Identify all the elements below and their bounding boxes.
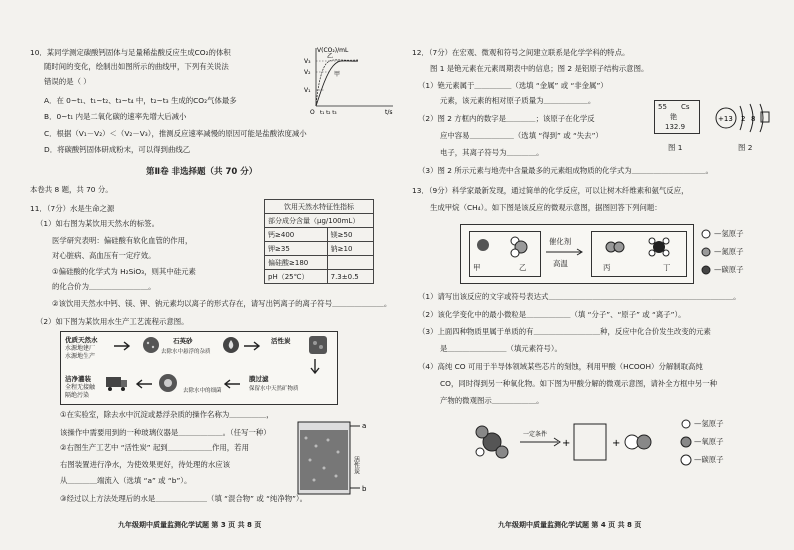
section-note: 本卷共 8 题，共 70 分。 bbox=[30, 185, 113, 194]
flow-source-title: 优质天然水 bbox=[65, 336, 98, 344]
oxygen-atom-icon bbox=[681, 437, 691, 447]
section-title: 第Ⅱ卷 非选择题（共 70 分） bbox=[146, 167, 258, 177]
product-ding: 丁 bbox=[663, 263, 671, 272]
atomic-number: 55 bbox=[658, 103, 667, 111]
atomic-mass: 132.9 bbox=[665, 123, 686, 131]
catalyst-label: 催化剂 bbox=[549, 237, 572, 246]
sand-filter-icon bbox=[141, 335, 161, 355]
x-axis-label: t/s bbox=[385, 109, 393, 116]
formic-acid-decomposition bbox=[470, 418, 670, 474]
legend2-carbon: —碳原子 bbox=[694, 455, 724, 464]
q12-p3: （2）图 2 方框内的数字是＿＿＿＿；该原子在化学反 bbox=[418, 114, 595, 123]
legend2-symbols bbox=[680, 418, 694, 470]
q11-p1: （1）如右图为某饮用天然水的标签。 bbox=[36, 219, 159, 228]
q11-p5: 的化合价为＿＿＿＿＿＿＿＿。 bbox=[52, 282, 156, 291]
flow-carbon-title: 活性炭 bbox=[271, 337, 291, 345]
nucleus-charge: +13 bbox=[718, 115, 733, 123]
flow-sand-desc: 去除水中悬浮的杂质 bbox=[161, 349, 211, 355]
q13-p5: （4）高纯 CO 可用于半导体领域某些芯片的刻蚀，利用甲酸（HCOOH）分解制取高纯 bbox=[418, 362, 703, 371]
shell-2-electrons: 8 bbox=[751, 115, 756, 123]
flow-sand-title: 石英砂 bbox=[173, 337, 193, 345]
arrow-left-icon bbox=[133, 376, 153, 392]
flow-membrane-title: 膜过滤 bbox=[249, 375, 269, 383]
q11-s2: 该操作中需要用到的一种玻璃仪器是＿＿＿＿＿＿。（任写一种） bbox=[60, 428, 271, 437]
molecule-oxygen-a bbox=[476, 426, 488, 438]
q11-s1: ①在实验室，除去水中沉淀或悬浮杂质的操作名称为＿＿＿＿＿， bbox=[60, 410, 274, 419]
q11-s5: 从＿＿＿＿端流入（选填 “a” 或 “b”）。 bbox=[60, 476, 192, 485]
plus-sign: + bbox=[612, 438, 621, 449]
reactant-jia: 甲 bbox=[473, 263, 481, 272]
q11-title: 11．（7分）水是生命之源 bbox=[30, 204, 115, 213]
uv-sterilizer-icon bbox=[157, 372, 179, 394]
hydrogen-atom-icon bbox=[682, 420, 690, 428]
q13-p1: （1）请写出该反应的文字或符号表达式＿＿＿＿＿＿＿＿＿＿＿＿＿＿＿＿＿＿＿＿＿＿＿＿＿。 bbox=[418, 292, 741, 301]
footer-right: 九年级期中质量监测化学试题 第 4 页 共 8 页 bbox=[498, 521, 642, 529]
q10-volume-time-graph bbox=[298, 44, 398, 119]
q12-p1: （1）铯元素属于＿＿＿＿＿（选填 “金属” 或 “非金属”） bbox=[418, 81, 608, 90]
q13-title: 13．（9分）科学家最新发现，通过简单的化学反应，可以让树木纤维素和氨气反应， bbox=[412, 186, 689, 195]
q13-p3: （3）上面四种物质里属于单质的有＿＿＿＿＿＿＿＿＿种，反应中化合价发生改变的元素 bbox=[418, 327, 711, 336]
water-process-flow bbox=[60, 331, 338, 405]
q10-option-a: A．在 0~t₁、t₁~t₂、t₃~t₄ 中，t₂~t₃ 生成的CO₂气体最多 bbox=[44, 96, 237, 105]
origin-label: O bbox=[310, 109, 315, 116]
reactant-yi: 乙 bbox=[519, 263, 527, 272]
legend2-hydrogen: —氢原子 bbox=[694, 419, 724, 428]
plus-sign: + bbox=[562, 438, 571, 449]
q11-s4: 右图装置进行净水，为使效果更好，待处理的水应该 bbox=[60, 460, 230, 469]
truck-icon bbox=[105, 374, 129, 392]
q12-p6: （3）图 2 所示元素与地壳中含量最多的元素组成物质的化学式为＿＿＿＿＿＿＿＿＿＿。 bbox=[418, 166, 713, 175]
carbon-label: 活性炭 bbox=[352, 456, 360, 474]
footer-left: 九年级期中质量监测化学试题 第 3 页 共 8 页 bbox=[118, 521, 262, 529]
q12-p4: 应中容易＿＿＿＿＿＿（选填 “得到” 或 “失去”） bbox=[440, 131, 603, 140]
activated-carbon-icon bbox=[307, 334, 329, 356]
carbon-atom-icon bbox=[702, 266, 710, 274]
element-symbol: Cs bbox=[681, 103, 690, 111]
label-title: 饮用天然水特征性指标 bbox=[265, 200, 374, 214]
legend-symbols bbox=[700, 228, 714, 280]
reaction-diagram bbox=[460, 224, 694, 284]
arrow-right-icon bbox=[113, 338, 133, 354]
legend-carbon: —碳原子 bbox=[714, 265, 744, 274]
q11-p7: （2）如下图为某饮用水生产工艺流程示意图。 bbox=[36, 317, 189, 326]
label-subtitle: 部分成分含量（μg/100mL） bbox=[265, 214, 374, 228]
curve-yi-label: 乙 bbox=[327, 53, 334, 60]
water-label-table bbox=[264, 199, 374, 284]
q11-p6: ②该饮用天然水中钙、镁、钾、钠元素均以离子的形式存在，请写出钙离子的离子符号＿＿＿＿＿＿＿。 bbox=[52, 299, 392, 308]
q10-option-c: C．根据（V₁－V₂）＜（V₂－V₃），推测反应速率减慢的原因可能是盐酸浓度减小 bbox=[44, 129, 307, 138]
v3-label: V₃ bbox=[304, 58, 311, 65]
flow-sterilize-desc: 去除水中的细菌 bbox=[183, 388, 222, 394]
flow-fill-line3: 隔绝污染 bbox=[65, 392, 90, 399]
decomposition-arrow bbox=[520, 438, 560, 446]
q11-p2: 医学研究表明：偏硅酸有软化血管的作用， bbox=[52, 236, 193, 245]
carbon-layer bbox=[300, 430, 348, 490]
legend-hydrogen: —氢原子 bbox=[714, 229, 744, 238]
q10-stem-3: 错误的是（ ） bbox=[44, 77, 91, 86]
arrow-right-icon bbox=[243, 338, 263, 354]
legend2-oxygen: —氧原子 bbox=[694, 437, 724, 446]
q12-title: 12．（7分）在宏观、微观和符号之间建立联系是化学学科的特点。 bbox=[412, 48, 630, 57]
label-row: pH（25℃） 7.3±0.5 bbox=[265, 270, 374, 284]
element-name: 铯 bbox=[670, 113, 677, 121]
temperature-label: 高温 bbox=[553, 259, 568, 268]
condition-label: 一定条件 bbox=[523, 431, 548, 438]
flow-membrane-desc: 保留水中天然矿物质 bbox=[249, 386, 299, 392]
q11-p4: ①偏硅酸的化学式为 H₂SiO₃，则其中硅元素 bbox=[52, 267, 196, 276]
molecule-oxygen-b bbox=[496, 446, 508, 458]
shell-1-electrons: 2 bbox=[741, 115, 746, 123]
nitrogen-atom-icon bbox=[702, 248, 710, 256]
tick-labels: t₁ t₂ t₃ bbox=[320, 110, 337, 116]
v1-label: V₁ bbox=[304, 87, 311, 94]
label-row: 钾≥35 钠≥10 bbox=[265, 242, 374, 256]
curve-jia-label: 甲 bbox=[334, 71, 341, 78]
q13-line2: 生成甲烷（CH₄）。如下图是该反应的微观示意图，据图回答下列问题： bbox=[430, 203, 662, 212]
water-drop-icon bbox=[221, 335, 241, 355]
q12-p2: 元素，该元素的相对原子质量为＿＿＿＿＿＿。 bbox=[440, 96, 596, 105]
inlet-a-label: a bbox=[362, 422, 367, 430]
aluminum-atom-diagram bbox=[712, 98, 776, 138]
reactant-molecules bbox=[475, 235, 539, 263]
flow-fill-title: 洁净灌装 bbox=[65, 375, 91, 383]
arrow-left-icon bbox=[221, 376, 241, 392]
cesium-element-cell bbox=[654, 100, 700, 134]
q11-s6: ③经过以上方法处理后的水是＿＿＿＿＿＿＿（填 “混合物” 或 “纯净物”）。 bbox=[60, 494, 308, 503]
q12-p5: 电子，其离子符号为＿＿＿＿。 bbox=[440, 148, 544, 157]
label-row: 钙≥400 镁≥50 bbox=[265, 228, 374, 242]
fig1-caption: 图 1 bbox=[668, 143, 683, 152]
answer-box[interactable] bbox=[574, 424, 606, 460]
legend-nitrogen: —氮原子 bbox=[714, 247, 744, 256]
label-row: 偏硅酸≥180 bbox=[265, 256, 374, 270]
q13-p6: CO，同时得到另一种氧化物。如下图为甲酸分解的微观示意图，请补全方框中另一种 bbox=[440, 379, 718, 388]
product-oxygen bbox=[637, 435, 651, 449]
carbon-atom-icon bbox=[681, 455, 691, 465]
product-bing: 丙 bbox=[603, 263, 611, 272]
hydrogen-atom-icon bbox=[702, 230, 710, 238]
flow-fill-line2: 全程无接触 bbox=[65, 384, 96, 391]
curve-jia bbox=[316, 61, 358, 106]
inlet-b-label: b bbox=[362, 485, 367, 493]
q11-p3: 对心脏病、高血压有一定疗效。 bbox=[52, 251, 156, 260]
q12-intro: 图 1 是铯元素在元素周期表中的信息；图 2 是铝原子结构示意图。 bbox=[430, 64, 649, 73]
arrow-down-icon bbox=[307, 358, 323, 376]
q10-option-d: D．将碳酸钙固体研成粉末，可以得到曲线乙 bbox=[44, 145, 191, 154]
y-axis-label: V(CO₂)/mL bbox=[317, 47, 349, 54]
q13-p2: （2）该化学变化中的最小微粒是＿＿＿＿＿＿（填 “分子”、“原子” 或 “离子”）。 bbox=[418, 310, 686, 319]
flow-source-line3: 水源地生产 bbox=[65, 353, 96, 360]
q11-s3: ②右图生产工艺中 “活性炭” 起到＿＿＿＿＿＿作用，若用 bbox=[60, 443, 249, 452]
q10-option-b: B．0~t₁ 内是二氧化碳的速率先增大后减小 bbox=[44, 112, 187, 121]
v2-label: V₂ bbox=[304, 69, 311, 76]
q10-stem-2: 随时间的变化，绘制出如图所示的曲线甲，下列有关说法 bbox=[44, 62, 229, 71]
q13-p4: 是＿＿＿＿＿＿＿＿（填元素符号）。 bbox=[440, 344, 562, 353]
flow-source-line2: 水源地建厂 bbox=[65, 345, 96, 352]
fig2-caption: 图 2 bbox=[738, 143, 753, 152]
product-molecules bbox=[597, 235, 683, 263]
q10-stem-1: 10．某同学测定碳酸钙固体与足量稀盐酸反应生成CO₂的体积 bbox=[30, 48, 231, 57]
curve-yi bbox=[316, 60, 358, 106]
carbon-filter-device bbox=[294, 412, 376, 500]
q13-p7: 产物的微观图示＿＿＿＿＿＿。 bbox=[440, 396, 544, 405]
reaction-arrow bbox=[545, 247, 585, 257]
molecule-hydrogen bbox=[476, 448, 484, 456]
